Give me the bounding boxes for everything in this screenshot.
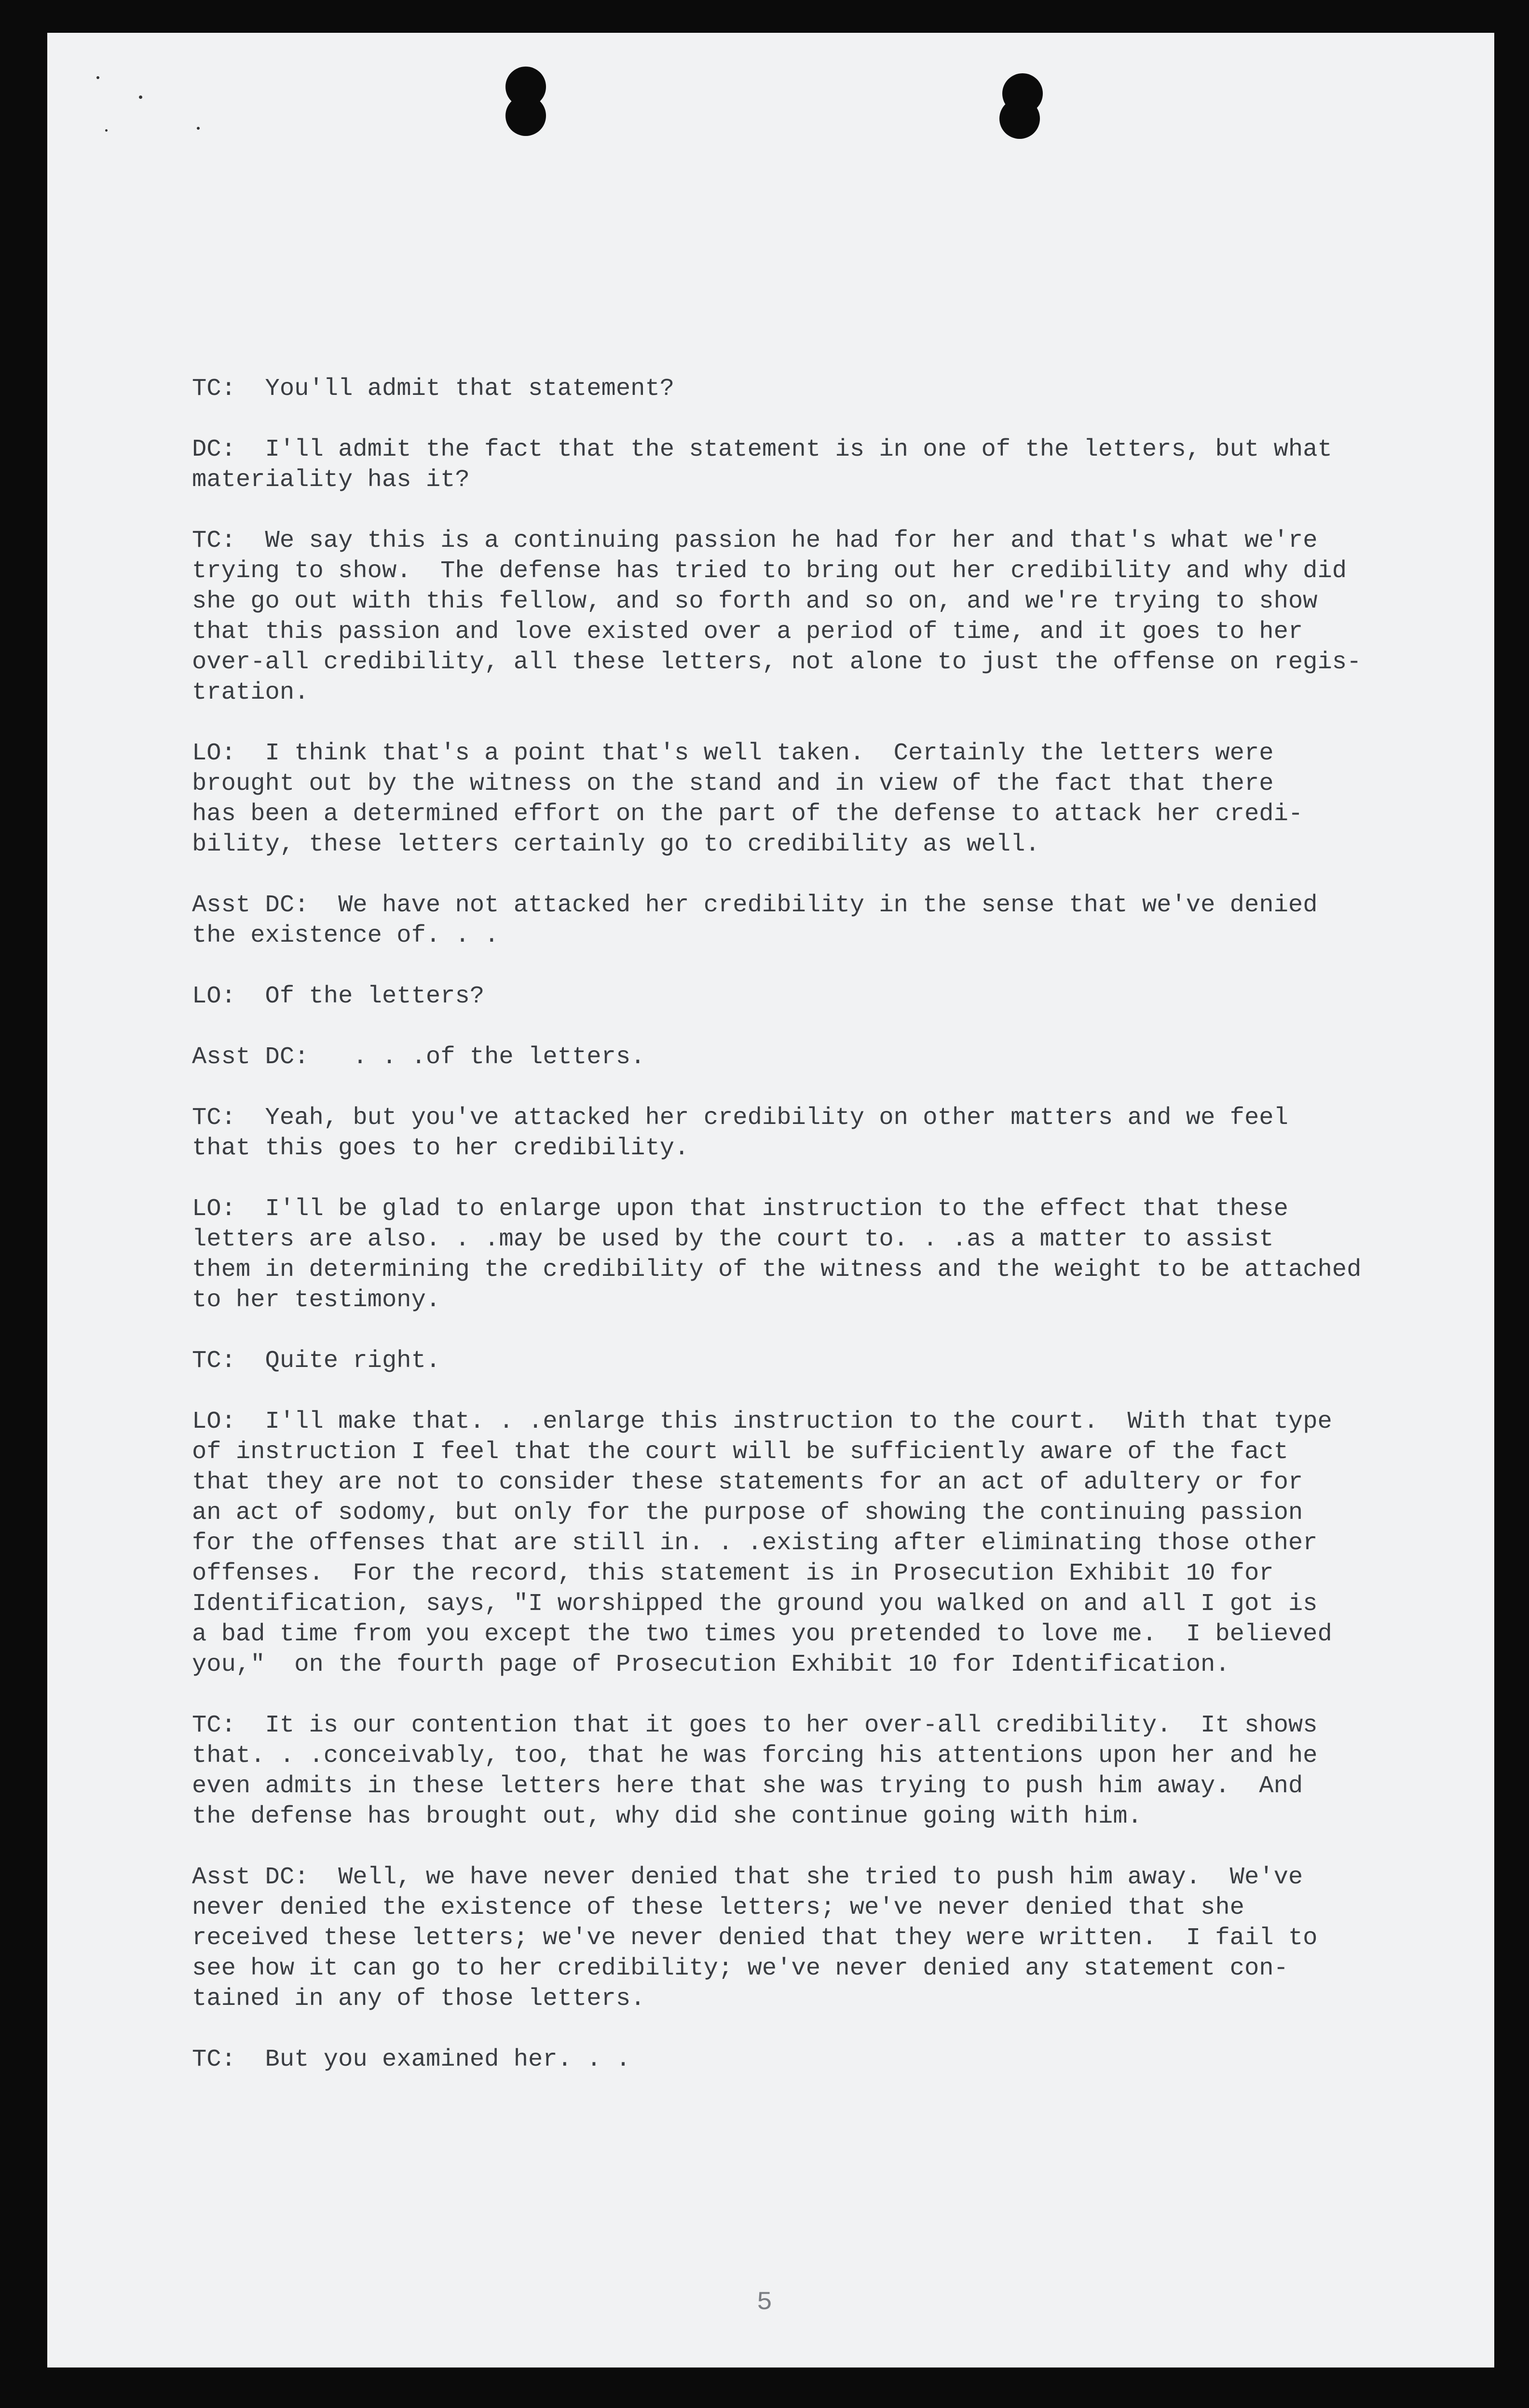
speaker-label: Asst DC: xyxy=(192,1864,309,1891)
speaker-label: Asst DC: xyxy=(192,892,309,919)
transcript-line xyxy=(192,1285,1427,1315)
line-text: that. . .conceivably, too, that he was forcing his attentions upon her and he xyxy=(192,1742,1318,1770)
transcript-line xyxy=(192,769,1427,799)
transcript-line xyxy=(192,1801,1427,1832)
paper-speck xyxy=(139,95,142,99)
transcript-line xyxy=(192,556,1427,586)
transcript-entry xyxy=(192,526,1427,708)
punch-hole-left-bottom xyxy=(505,95,546,136)
transcript-line xyxy=(192,1194,1427,1224)
transcript-entry xyxy=(192,1194,1427,1315)
transcript-line xyxy=(192,1862,1427,1893)
line-text: a bad time from you except the two times you pretended to love me. I believed xyxy=(192,1621,1332,1648)
transcript-line xyxy=(192,799,1427,829)
line-text: that this goes to her credibility. xyxy=(192,1135,689,1162)
transcript-line xyxy=(192,586,1427,617)
punch-hole-right-bottom xyxy=(999,98,1040,139)
transcript-entry xyxy=(192,1042,1427,1072)
paper-speck xyxy=(96,76,99,79)
transcript-line xyxy=(192,1589,1427,1619)
line-text: Identification, says, "I worshipped the ground you walked on and all I got is xyxy=(192,1590,1318,1618)
line-text: even admits in these letters here that she was trying to push him away. And xyxy=(192,1772,1303,1800)
transcript-line xyxy=(192,1923,1427,1953)
line-text: you," on the fourth page of Prosecution Exhibit 10 for Identification. xyxy=(192,1651,1230,1678)
transcript-line xyxy=(192,465,1427,495)
line-text: over-all credibility, all these letters, not alone to just the offense on regis- xyxy=(192,649,1362,676)
transcript-line xyxy=(192,526,1427,556)
speaker-label: TC: xyxy=(192,527,236,555)
transcript-line xyxy=(192,1710,1427,1741)
transcript-line xyxy=(192,617,1427,647)
transcript-line xyxy=(192,1893,1427,1923)
transcript-line xyxy=(192,1467,1427,1498)
transcript-entry xyxy=(192,374,1427,404)
line-text: she go out with this fellow, and so forth and so on, and we're trying to show xyxy=(192,588,1318,615)
transcript-entry xyxy=(192,2044,1427,2075)
transcript-line xyxy=(192,1650,1427,1680)
line-text: materiality has it? xyxy=(192,466,470,494)
transcript-entry xyxy=(192,434,1427,495)
line-text: You'll admit that statement? xyxy=(265,375,675,403)
transcript-line xyxy=(192,1437,1427,1467)
speaker-label: Asst DC: xyxy=(192,1043,309,1071)
line-text: I'll admit the fact that the statement is in one of the letters, but what xyxy=(265,436,1332,463)
transcript-body xyxy=(192,374,1427,2105)
speaker-label: DC: xyxy=(192,436,236,463)
line-text: that they are not to consider these statements for an act of adultery or for xyxy=(192,1469,1303,1496)
transcript-entry xyxy=(192,1710,1427,1832)
line-text: I think that's a point that's well taken. Certainly the letters were xyxy=(265,740,1274,767)
line-text: . . .of the letters. xyxy=(338,1043,645,1071)
line-text: But you examined her. . . xyxy=(265,2046,631,2073)
speaker-label: LO: xyxy=(192,1195,236,1223)
line-text: the existence of. . . xyxy=(192,922,499,949)
speaker-label: LO: xyxy=(192,1408,236,1435)
line-text: Well, we have never denied that she tried to push him away. We've xyxy=(338,1864,1303,1891)
transcript-line xyxy=(192,829,1427,860)
line-text: We say this is a continuing passion he had for her and that's what we're xyxy=(265,527,1318,555)
transcript-line xyxy=(192,1771,1427,1801)
transcript-line xyxy=(192,647,1427,677)
line-text: Of the letters? xyxy=(265,983,485,1010)
line-text: never denied the existence of these letters; we've never denied that she xyxy=(192,1894,1244,1921)
transcript-line xyxy=(192,1619,1427,1650)
line-text: Quite right. xyxy=(265,1347,441,1375)
transcript-line xyxy=(192,981,1427,1012)
transcript-line xyxy=(192,738,1427,769)
transcript-entry xyxy=(192,738,1427,860)
line-text: We have not attacked her credibility in the sense that we've denied xyxy=(338,892,1318,919)
transcript-line xyxy=(192,890,1427,920)
transcript-line xyxy=(192,677,1427,708)
transcript-line xyxy=(192,1953,1427,1984)
speaker-label: TC: xyxy=(192,1104,236,1132)
line-text: brought out by the witness on the stand and in view of the fact that there xyxy=(192,770,1274,798)
line-text: tained in any of those letters. xyxy=(192,1985,645,2013)
transcript-line xyxy=(192,1528,1427,1558)
line-text: I'll make that. . .enlarge this instruction to the court. With that type xyxy=(265,1408,1332,1435)
line-text: of instruction I feel that the court will be sufficiently aware of the fact xyxy=(192,1438,1288,1466)
transcript-line xyxy=(192,1133,1427,1163)
transcript-line xyxy=(192,1103,1427,1133)
transcript-entry xyxy=(192,981,1427,1012)
line-text: received these letters; we've never denied that they were written. I fail to xyxy=(192,1924,1318,1952)
transcript-line xyxy=(192,1346,1427,1376)
transcript-line xyxy=(192,1498,1427,1528)
line-text: trying to show. The defense has tried to bring out her credibility and why did xyxy=(192,557,1347,585)
transcript-entry xyxy=(192,1862,1427,2014)
paper-speck xyxy=(197,127,200,130)
speaker-label: LO: xyxy=(192,983,236,1010)
line-text: It is our contention that it goes to her over-all credibility. It shows xyxy=(265,1712,1318,1739)
line-text: for the offenses that are still in. . .existing after eliminating those other xyxy=(192,1529,1318,1557)
page-number: 5 xyxy=(756,2288,773,2317)
transcript-entry xyxy=(192,1346,1427,1376)
line-text: offenses. For the record, this statement is in Prosecution Exhibit 10 for xyxy=(192,1560,1274,1587)
speaker-label: TC: xyxy=(192,375,236,403)
transcript-line xyxy=(192,1224,1427,1255)
transcript-entry xyxy=(192,890,1427,951)
transcript-line xyxy=(192,1741,1427,1771)
speaker-label: TC: xyxy=(192,1712,236,1739)
transcript-line xyxy=(192,1558,1427,1589)
line-text: that this passion and love existed over a period of time, and it goes to her xyxy=(192,618,1303,646)
speaker-label: TC: xyxy=(192,1347,236,1375)
line-text: tration. xyxy=(192,679,309,706)
line-text: I'll be glad to enlarge upon that instruction to the effect that these xyxy=(265,1195,1288,1223)
transcript-line xyxy=(192,920,1427,951)
speaker-label: LO: xyxy=(192,740,236,767)
transcript-entry xyxy=(192,1407,1427,1680)
transcript-line xyxy=(192,374,1427,404)
line-text: to her testimony. xyxy=(192,1286,441,1314)
line-text: letters are also. . .may be used by the court to. . .as a matter to assist xyxy=(192,1226,1274,1253)
line-text: an act of sodomy, but only for the purpose of showing the continuing passion xyxy=(192,1499,1303,1527)
transcript-line xyxy=(192,434,1427,465)
transcript-line xyxy=(192,1984,1427,2014)
line-text: see how it can go to her credibility; we've never denied any statement con- xyxy=(192,1955,1288,1982)
transcript-line xyxy=(192,1255,1427,1285)
speaker-label: TC: xyxy=(192,2046,236,2073)
transcript-line xyxy=(192,1042,1427,1072)
paper-speck xyxy=(105,129,108,132)
transcript-line xyxy=(192,1407,1427,1437)
line-text: has been a determined effort on the part of the defense to attack her credi- xyxy=(192,800,1303,828)
line-text: Yeah, but you've attacked her credibility on other matters and we feel xyxy=(265,1104,1288,1132)
transcript-entry xyxy=(192,1103,1427,1163)
transcript-line xyxy=(192,2044,1427,2075)
line-text: them in determining the credibility of the witness and the weight to be attached xyxy=(192,1256,1362,1284)
line-text: the defense has brought out, why did she continue going with him. xyxy=(192,1803,1142,1830)
line-text: bility, these letters certainly go to credibility as well. xyxy=(192,831,1040,858)
